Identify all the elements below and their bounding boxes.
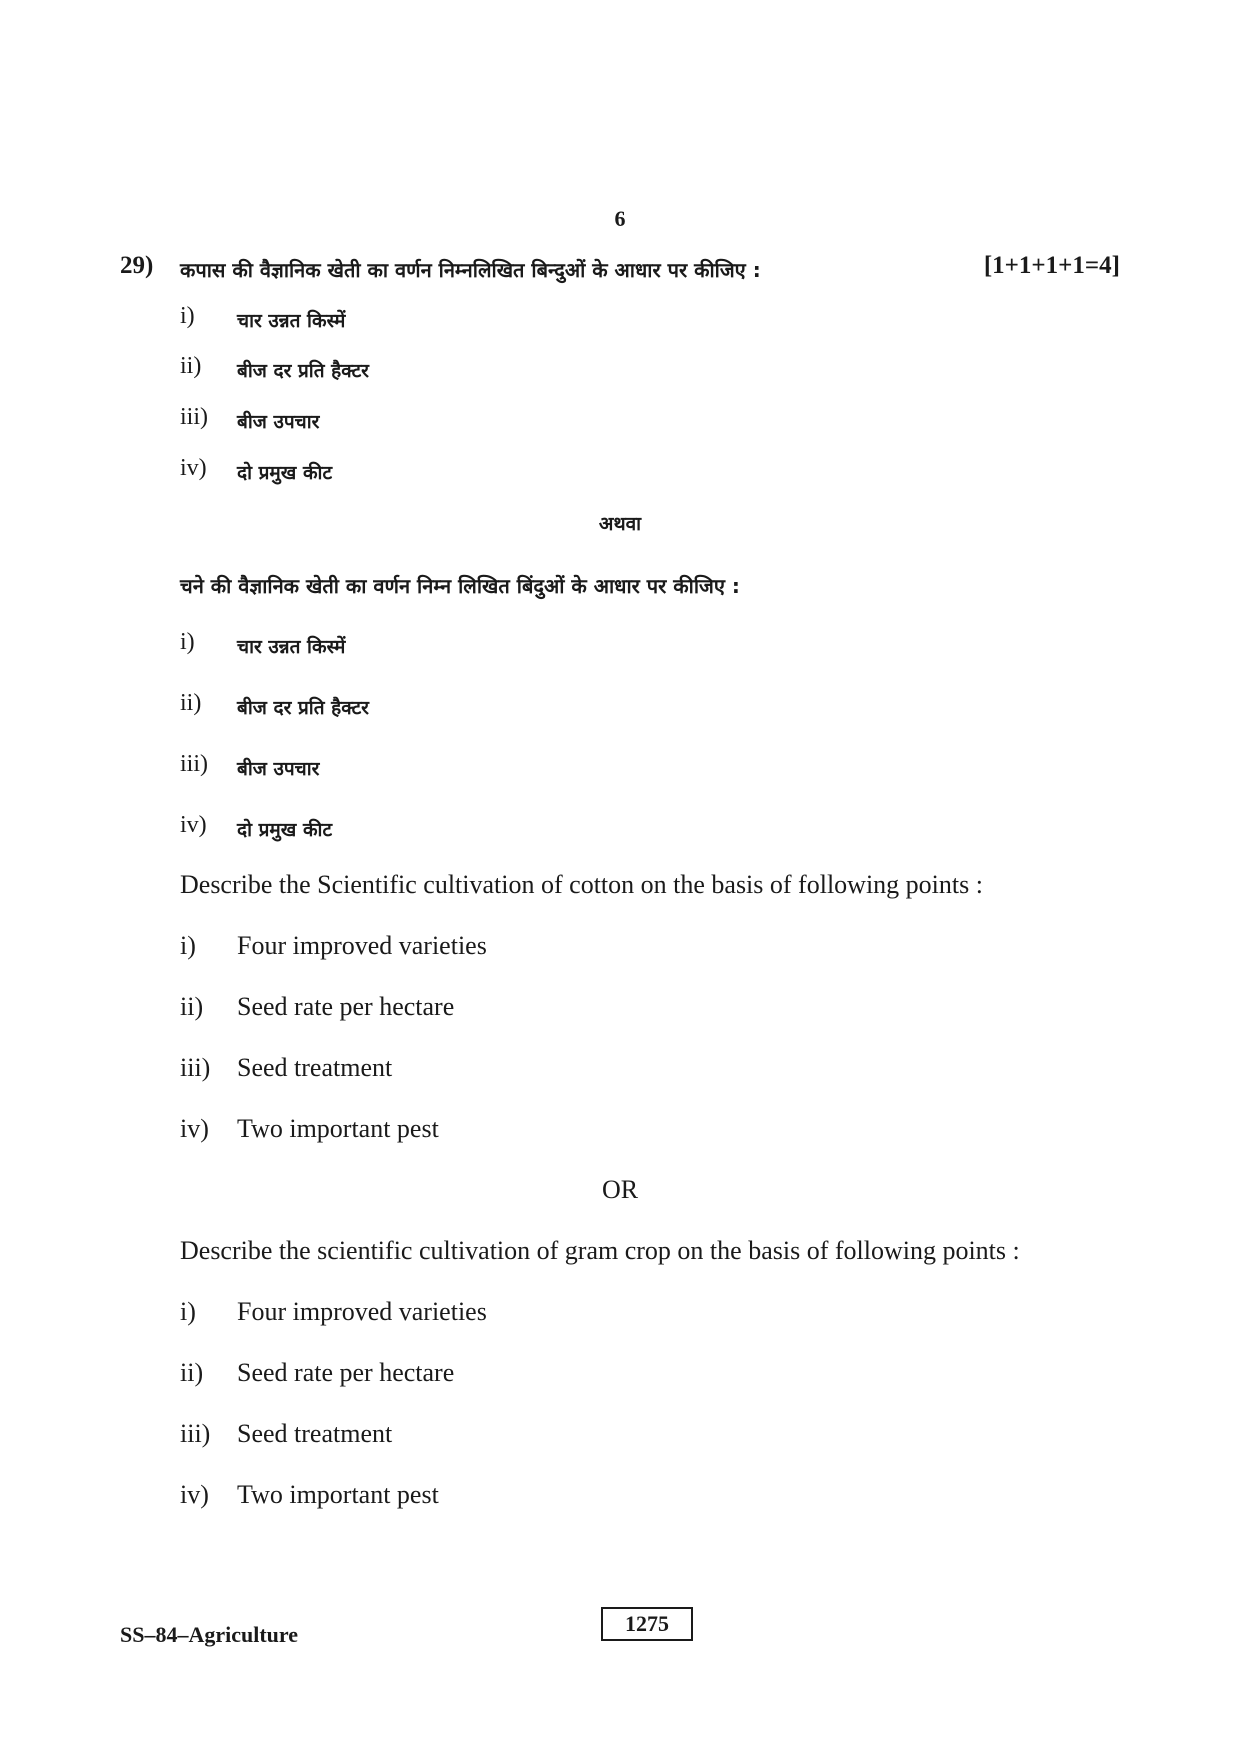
list-item-number: i): [180, 629, 195, 655]
list-item-number: iii): [180, 404, 208, 430]
list-item-text: Seed rate per hectare: [237, 992, 455, 1021]
paper-code: SS–84–Agriculture: [120, 1622, 299, 1647]
list-item-text: Four improved varieties: [237, 1297, 487, 1326]
list-item-text: Seed rate per hectare: [237, 1358, 455, 1387]
list-item-number: i): [180, 303, 195, 329]
list-item-number: iii): [180, 751, 208, 777]
list-item-text: चार उन्नत किस्में: [237, 310, 346, 332]
list-item-text: दो प्रमुख कीट: [237, 819, 333, 841]
list-item-number: iii): [180, 1419, 211, 1448]
list-item-text: बीज उपचार: [237, 411, 320, 433]
list-item-text: Seed treatment: [237, 1053, 393, 1082]
or-separator-hindi: अथवा: [598, 513, 642, 535]
question-prompt-hindi: कपास की वैज्ञानिक खेती का वर्णन निम्नलिखित बिन्दुओं के आधार पर कीजिए :: [180, 258, 761, 282]
list-item-text: बीज दर प्रति हैक्टर: [237, 697, 369, 719]
list-item-number: iv): [180, 455, 207, 481]
list-item-number: ii): [180, 992, 204, 1021]
list-item-number: i): [180, 1297, 196, 1326]
page-code-box: 1275: [601, 1607, 693, 1641]
list-item-number: iv): [180, 1114, 209, 1143]
list-item-number: iv): [180, 812, 207, 838]
question-marks: [1+1+1+1=4]: [983, 252, 1120, 279]
question-header: [120, 252, 1120, 288]
list-item-text: Two important pest: [237, 1114, 439, 1143]
list-item-number: iv): [180, 1480, 209, 1509]
gram-prompt-english: Describe the scientific cultivation of gram crop on the basis of following points :: [180, 1236, 1020, 1265]
cotton-prompt-english: Describe the Scientific cultivation of cotton on the basis of following points :: [180, 870, 983, 899]
or-separator-english: OR: [601, 1175, 639, 1204]
page-number: 6: [614, 206, 626, 231]
list-item-text: दो प्रमुख कीट: [237, 462, 333, 484]
list-item-number: iii): [180, 1053, 211, 1082]
gram-prompt-hindi: चने की वैज्ञानिक खेती का वर्णन निम्न लिखित बिंदुओं के आधार पर कीजिए :: [180, 574, 740, 598]
list-item-text: बीज दर प्रति हैक्टर: [237, 360, 369, 382]
list-item-number: ii): [180, 1358, 204, 1387]
list-item-number: ii): [180, 353, 202, 379]
list-item-text: Four improved varieties: [237, 931, 487, 960]
list-item-text: बीज उपचार: [237, 758, 320, 780]
list-item-text: Two important pest: [237, 1480, 439, 1509]
question-number: 29): [120, 252, 154, 279]
list-item-number: ii): [180, 690, 202, 716]
list-item-text: Seed treatment: [237, 1419, 393, 1448]
list-item-number: i): [180, 931, 196, 960]
list-item-text: चार उन्नत किस्में: [237, 636, 346, 658]
